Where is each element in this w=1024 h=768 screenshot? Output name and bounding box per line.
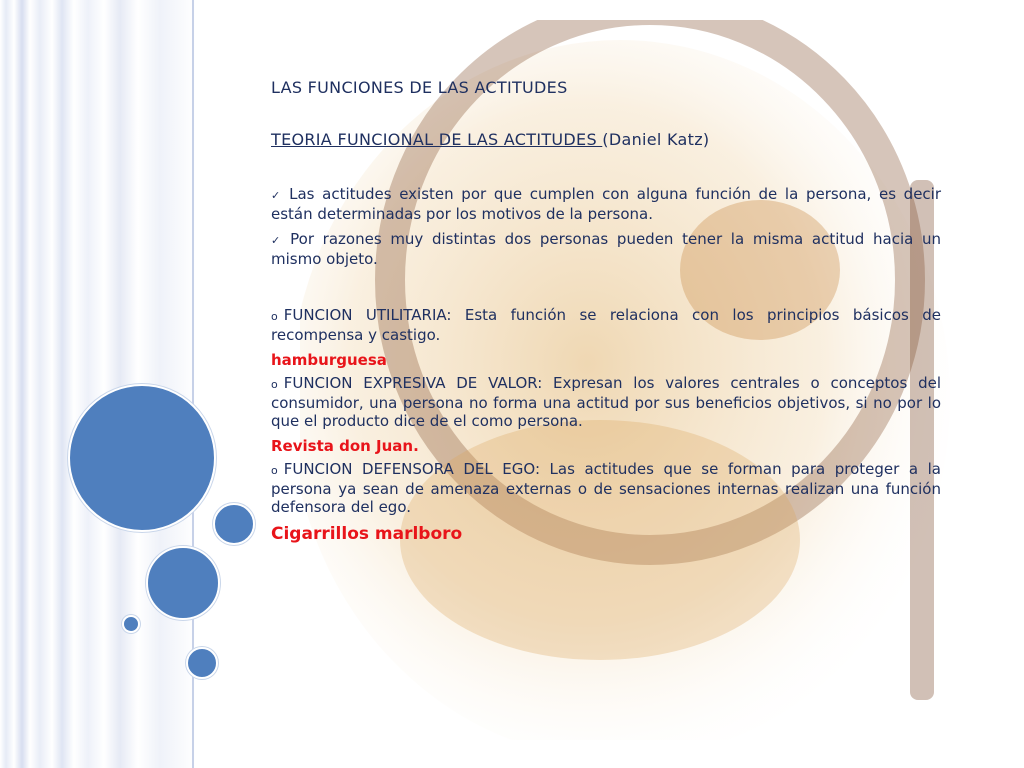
decorative-circle-medium [146,546,220,620]
slide-content [271,78,941,543]
decorative-circle-tiny [122,615,140,633]
example-defensora: Cigarrillos marlboro [271,524,463,544]
circle-bullet-icon: o [271,378,278,391]
section-text: FUNCION EXPRESIVA DE VALOR: Expresan los valores centrales o conceptos del consumidor, una persona no forma una actitud por sus beneficios objetivos, si no por lo que el producto dice de el como persona. [271,374,941,430]
section-text: FUNCION UTILITARIA: Esta función se relaciona con los principios básicos de recompensa y castigo. [271,306,941,344]
circle-bullet-icon: o [271,310,278,323]
example-expresiva: Revista don Juan. [271,437,419,455]
slide-title: LAS FUNCIONES DE LAS ACTITUDES [271,78,568,97]
subtitle-underlined: TEORIA FUNCIONAL DE LAS ACTITUDES [271,130,603,149]
checkmark-icon: ✓ [271,234,285,247]
slide-subtitle [271,130,941,149]
section-utilitaria [271,306,941,344]
decorative-circle-small [213,503,255,545]
example-utilitaria: hamburguesa [271,351,387,369]
check-bullet-1 [271,185,941,223]
check-bullet-text: Las actitudes existen por que cumplen con alguna función de la persona, es decir están determinadas por los motivos de la persona. [271,185,941,223]
section-defensora [271,460,941,516]
section-expresiva [271,374,941,430]
check-bullet-text: Por razones muy distintas dos personas pueden tener la misma actitud hacia un mismo objeto. [271,230,941,268]
decorative-stripes [0,0,196,768]
subtitle-author: (Daniel Katz) [602,130,710,149]
decorative-circle-large [68,384,216,532]
checkmark-icon: ✓ [271,189,284,202]
decorative-circle-small-bottom [186,647,218,679]
section-text: FUNCION DEFENSORA DEL EGO: Las actitudes que se forman para proteger a la persona ya sean de amenaza externas o de sensaciones internas realizan una función defensora del ego. [271,460,941,516]
check-bullet-2 [271,230,941,268]
circle-bullet-icon: o [271,464,278,477]
